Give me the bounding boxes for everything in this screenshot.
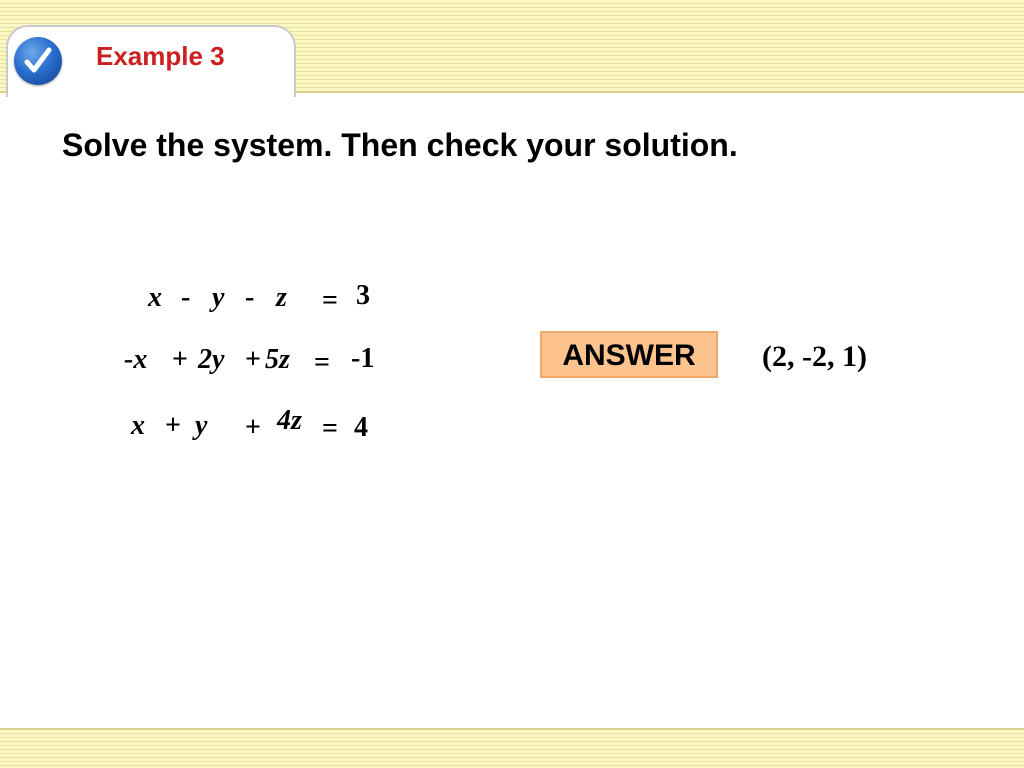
eq1-term3: z [276,282,287,313]
eq3-rhs: 4 [354,412,368,443]
eq2-operator1: + [172,344,188,375]
eq3-operator1: + [165,410,181,441]
answer-label: ANSWER [562,339,696,372]
eq2-operator2: + [245,344,261,375]
eq1-operator2: - [245,282,255,313]
eq3-operator2: + [245,412,261,443]
eq1-term1: x [148,282,162,313]
example-title: Example 3 [96,41,225,71]
instruction-text: Solve the system. Then check your solution. [62,127,738,163]
eq3-term1: x [131,410,145,441]
eq2-equals: = [314,347,330,378]
eq3-equals: = [322,413,338,444]
eq3-term2: y [195,410,208,441]
eq2-term3: 5z [265,344,290,375]
answer-button[interactable] [540,331,718,378]
eq1-term2: y [212,282,225,313]
answer-value: (2, -2, 1) [762,340,867,373]
eq2-rhs: -1 [351,343,375,374]
eq1-rhs: 3 [356,280,370,311]
eq2-term2: 2y [198,344,225,375]
eq2-term1: -x [124,344,148,375]
footer-band [0,728,1024,768]
checkmark-icon [14,37,62,85]
eq1-operator1: - [181,282,191,313]
eq1-equals: = [322,285,338,316]
eq3-term3: 4z [277,405,302,436]
